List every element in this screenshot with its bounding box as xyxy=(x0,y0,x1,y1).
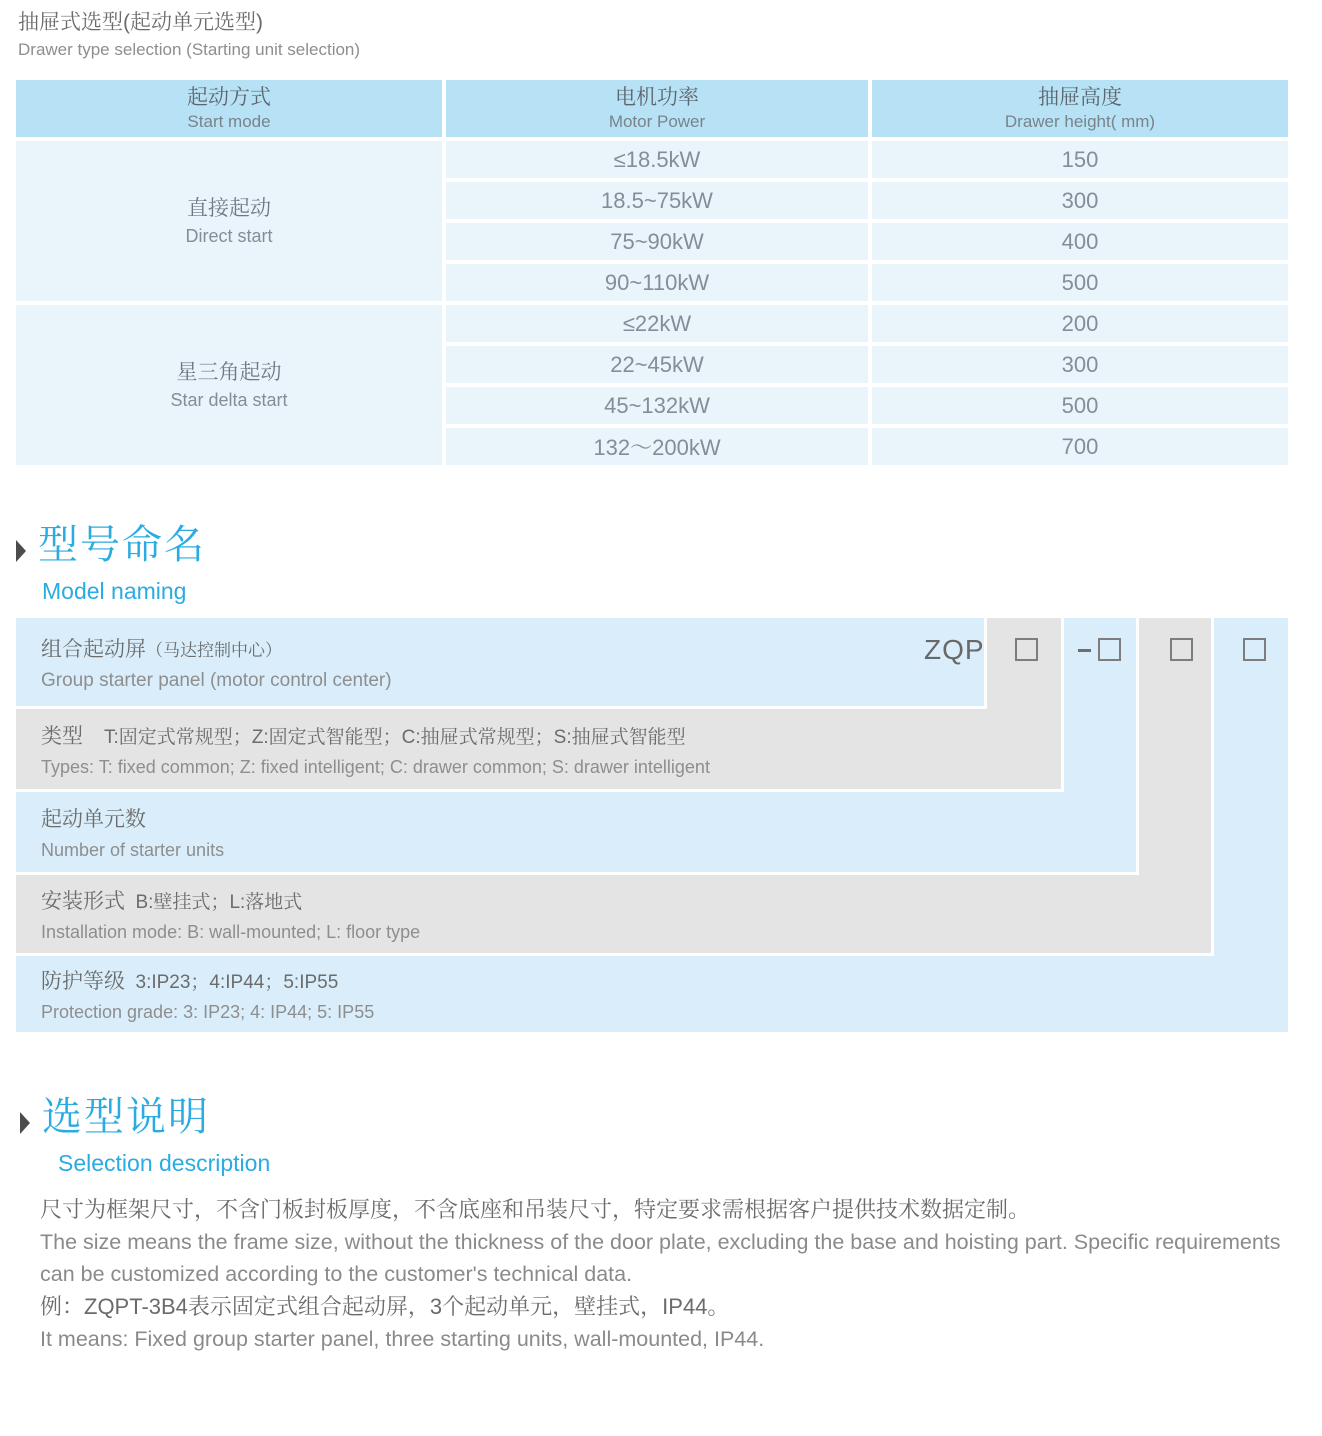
col-header-drawer-height: 抽屉高度 Drawer height( mm) xyxy=(872,80,1288,137)
strip-protection-digit xyxy=(1214,618,1288,956)
divider xyxy=(1211,618,1214,956)
naming-row-group-starter-panel: 组合起动屏（马达控制中心） Group starter panel (motor control center) xyxy=(16,618,1288,706)
section-arrow-icon xyxy=(16,540,26,562)
divider xyxy=(1136,618,1139,875)
digit-box-protection xyxy=(1243,638,1266,661)
naming-row-types: 类型 T:固定式常规型；Z:固定式智能型；C:抽屉式常规型；S:抽屉式智能型 Types: T: fixed common; Z: fixed intelligent; C: drawer common; S: drawer intelligent xyxy=(16,709,1062,789)
table-cell-power: 45~132kW xyxy=(446,387,868,424)
page-title-en: Drawer type selection (Starting unit selection) xyxy=(18,40,361,59)
digit-box-units xyxy=(1098,638,1121,661)
table-cell-height: 400 xyxy=(872,223,1288,260)
table-cell-height: 150 xyxy=(872,141,1288,178)
page-title-zh: 抽屉式选型(起动单元选型) xyxy=(18,11,263,34)
table-cell-power: 75~90kW xyxy=(446,223,868,260)
table-cell-power: ≤22kW xyxy=(446,305,868,342)
section-heading-model-naming: 型号命名 xyxy=(38,523,206,567)
table-cell-height: 700 xyxy=(872,428,1288,465)
mode-cell-direct-start: 直接起动 Direct start xyxy=(16,141,442,301)
digit-box-installation xyxy=(1170,638,1193,661)
table-cell-height: 300 xyxy=(872,346,1288,383)
naming-row-installation-mode: 安装形式 B:壁挂式；L:落地式 Installation mode: B: wall-mounted; L: floor type xyxy=(16,875,1211,953)
model-code-dash xyxy=(1078,649,1091,652)
table-cell-height: 500 xyxy=(872,387,1288,424)
col-header-start-mode: 起动方式 Start mode xyxy=(16,80,442,137)
desc-paragraph-zh: 尺寸为框架尺寸，不含门板封板厚度，不含底座和吊装尺寸，特定要求需根据客户提供技术数据定制。 xyxy=(40,1197,1031,1222)
table-cell-height: 300 xyxy=(872,182,1288,219)
table-cell-power: 132～200kW xyxy=(446,428,868,465)
section-subheading-model-naming: Model naming xyxy=(42,578,187,604)
table-cell-power: 18.5~75kW xyxy=(446,182,868,219)
page-title xyxy=(18,8,360,62)
section-subheading-selection-description: Selection description xyxy=(58,1150,271,1176)
naming-row-protection-grade: 防护等级 3:IP23；4:IP44；5:IP55 Protection grade: 3: IP23; 4: IP44; 5: IP55 xyxy=(16,956,1288,1032)
model-code-prefix: ZQP xyxy=(924,634,985,665)
col-header-motor-power: 电机功率 Motor Power xyxy=(446,80,868,137)
selection-description-body xyxy=(40,1193,1290,1355)
model-naming-diagram xyxy=(16,618,1288,1032)
table-cell-power: 22~45kW xyxy=(446,346,868,383)
table-cell-power: 90~110kW xyxy=(446,264,868,301)
desc-example-zh: 例：ZQPT-3B4表示固定式组合起动屏，3个起动单元，壁挂式，IP44。 xyxy=(40,1294,730,1319)
table-cell-height: 500 xyxy=(872,264,1288,301)
table-cell-power: ≤18.5kW xyxy=(446,141,868,178)
section-heading-selection-description: 选型说明 xyxy=(42,1095,210,1139)
digit-box-type xyxy=(1015,638,1038,661)
table-cell-height: 200 xyxy=(872,305,1288,342)
strip-type-digit xyxy=(987,618,1062,709)
desc-paragraph-en: The size means the frame size, without the thickness of the door plate, excluding the base and hoisting part. Specific requirements can be customized according to the customer's technical data. xyxy=(40,1230,1281,1286)
mode-cell-star-delta-start: 星三角起动 Star delta start xyxy=(16,305,442,465)
drawer-selection-table xyxy=(16,80,1288,465)
desc-example-en: It means: Fixed group starter panel, three starting units, wall-mounted, IP44. xyxy=(40,1327,765,1351)
naming-row-starter-units: 起动单元数 Number of starter units xyxy=(16,792,1137,872)
section-arrow-icon xyxy=(20,1112,30,1134)
divider xyxy=(1061,618,1064,792)
